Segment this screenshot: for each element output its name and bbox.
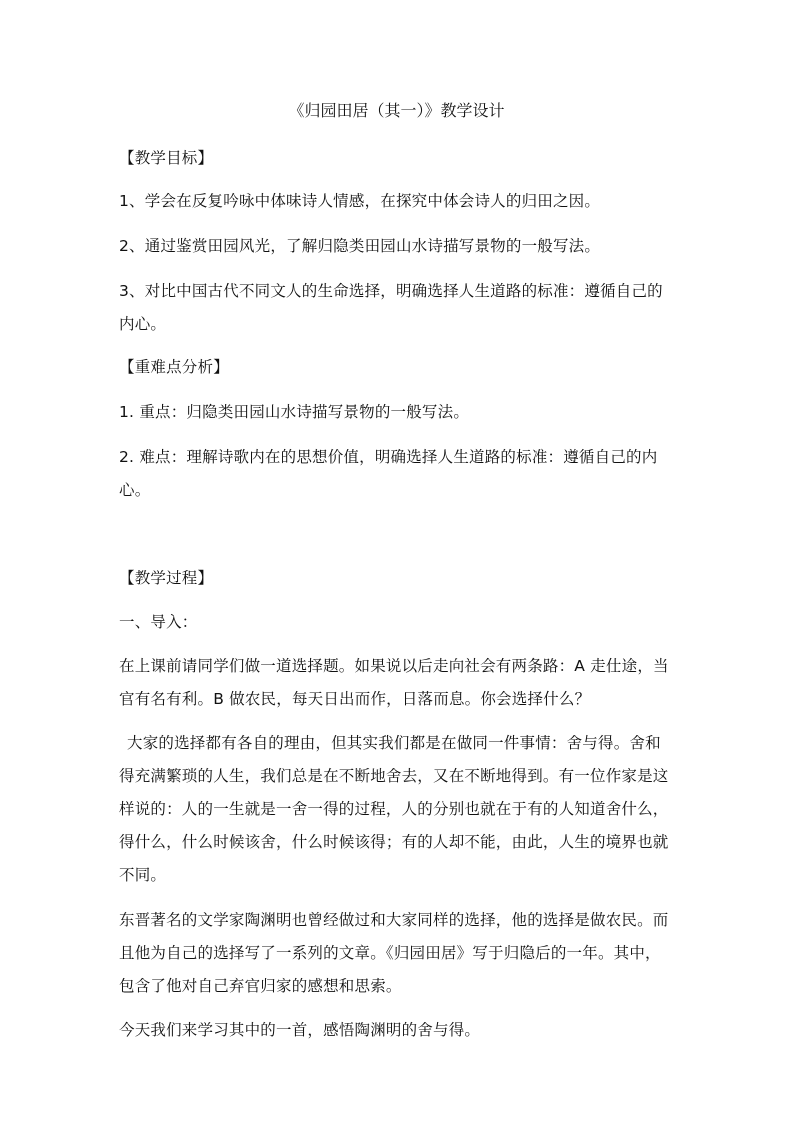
paragraph-3-line-1: 东晋著名的文学家陶渊明也曾经做过和大家同样的选择，他的选择是做农民。而	[119, 911, 669, 929]
paragraph-3-line-2: 且他为自己的选择写了一系列的文章。《归园田居》写于归隐后的一年。其中，	[119, 944, 661, 962]
objectives-heading: 【教学目标】	[119, 149, 214, 167]
process-heading: 【教学过程】	[119, 569, 214, 587]
objective-line-3-cont: 内心。	[119, 315, 167, 333]
paragraph-4-line-1: 今天我们来学习其中的一首，感悟陶渊明的舍与得。	[119, 1021, 481, 1039]
objective-line-3: 3、对比中国古代不同文人的生命选择，明确选择人生道路的标准：遵循自己的	[119, 282, 663, 300]
key-points-heading: 【重难点分析】	[119, 358, 229, 376]
paragraph-1-line-1: 在上课前请同学们做一道选择题。如果说以后走向社会有两条路：A 走仕途，当	[119, 657, 669, 675]
key-point-line-1: 1. 重点：归隐类田园山水诗描写景物的一般写法。	[119, 403, 470, 421]
paragraph-2-line-5: 不同。	[119, 866, 167, 884]
objective-line-2: 2、通过鉴赏田园风光，了解归隐类田园山水诗描写景物的一般写法。	[119, 237, 601, 255]
key-point-line-2-cont: 心。	[119, 481, 151, 499]
paragraph-1-line-2: 官有名有利。B 做农民，每天日出而作，日落而息。你会选择什么？	[119, 690, 591, 708]
paragraph-3-line-3: 包含了他对自己弃官归家的感想和思索。	[119, 977, 402, 995]
intro-heading: 一、导入：	[119, 613, 198, 631]
paragraph-2-line-4: 得什么，什么时候该舍，什么时候该得；有的人却不能，由此，人生的境界也就	[119, 833, 669, 851]
paragraph-2-line-2: 得充满繁琐的人生，我们总是在不断地舍去，又在不断地得到。有一位作家是这	[119, 767, 669, 785]
objective-line-1: 1、学会在反复吟咏中体味诗人情感，在探究中体会诗人的归田之因。	[119, 192, 601, 210]
paragraph-2-line-3: 样说的：人的一生就是一舍一得的过程，人的分别也就在于有的人知道舍什么，	[119, 800, 669, 818]
document-title: 《归园田居（其一）》教学设计	[288, 101, 505, 120]
paragraph-2-line-1: 大家的选择都有各自的理由，但其实我们都是在做同一件事情：舍与得。舍和	[127, 734, 661, 752]
key-point-line-2: 2. 难点：理解诗歌内在的思想价值，明确选择人生道路的标准：遵循自己的内	[119, 448, 658, 466]
